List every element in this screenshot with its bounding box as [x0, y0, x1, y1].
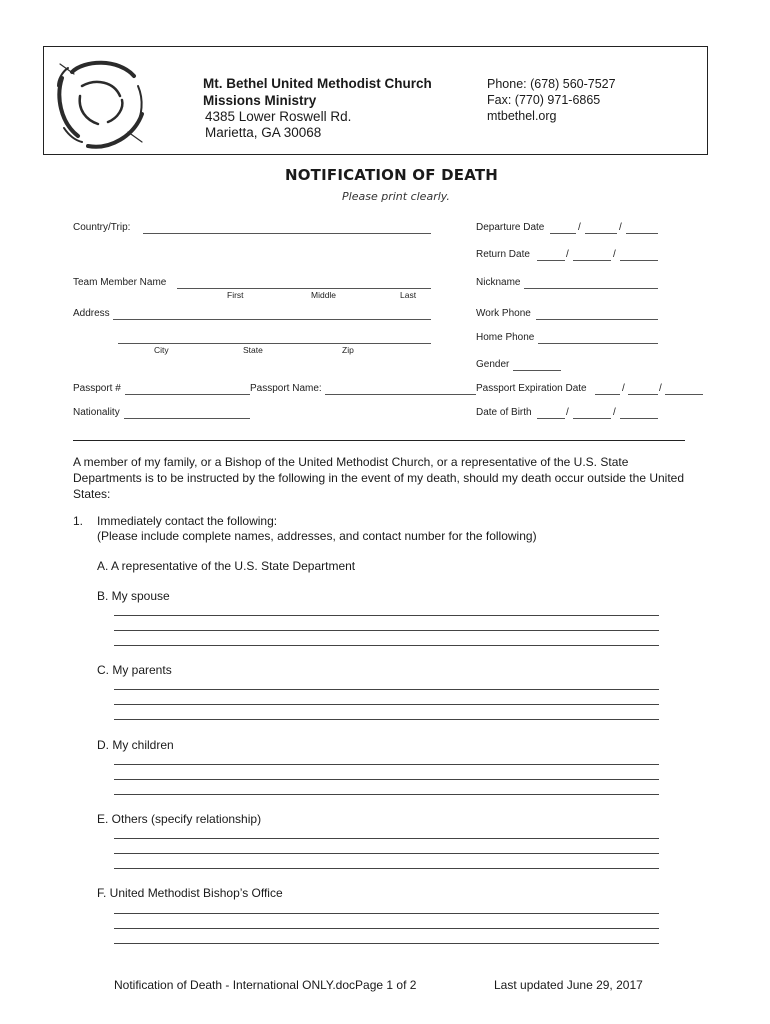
children-line-3[interactable] [114, 794, 659, 795]
return-day-field[interactable] [573, 260, 611, 261]
departure-year-field[interactable] [626, 233, 658, 234]
nickname-label: Nickname [476, 277, 521, 288]
nickname-field[interactable] [524, 288, 658, 289]
city-address: Marietta, GA 30068 [205, 125, 322, 140]
item-1-number: 1. [73, 514, 84, 528]
dob-day-field[interactable] [573, 418, 611, 419]
dob-month-field[interactable] [537, 418, 565, 419]
section-divider [73, 440, 685, 441]
others-line-3[interactable] [114, 868, 659, 869]
home-phone-label: Home Phone [476, 332, 535, 343]
footer-last-updated: Last updated June 29, 2017 [494, 978, 643, 992]
passport-number-label: Passport # [73, 383, 121, 394]
gender-field[interactable] [513, 370, 561, 371]
org-name: Mt. Bethel United Methodist Church [203, 76, 432, 91]
item-1-subtext: (Please include complete names, addresses, and contact number for the following) [97, 529, 537, 543]
work-phone-label: Work Phone [476, 308, 531, 319]
date-separator: / [566, 249, 569, 260]
address-label: Address [73, 308, 110, 319]
bishop-line-2[interactable] [114, 928, 659, 929]
item-e-others: E. Others (specify relationship) [97, 812, 262, 826]
spouse-line-1[interactable] [114, 615, 659, 616]
country-trip-field[interactable] [143, 233, 431, 234]
others-line-2[interactable] [114, 853, 659, 854]
departure-month-field[interactable] [550, 233, 576, 234]
bishop-line-1[interactable] [114, 913, 659, 914]
church-logo-icon [52, 56, 150, 152]
date-separator: / [613, 407, 616, 418]
street-address: 4385 Lower Roswell Rd. [205, 109, 352, 124]
item-a-state-dept: A. A representative of the U.S. State Department [97, 559, 356, 573]
item-f-bishop-office: F. United Methodist Bishop’s Office [97, 886, 283, 900]
middle-name-caption: Middle [311, 290, 337, 300]
passport-exp-year-field[interactable] [665, 394, 703, 395]
department-name: Missions Ministry [203, 93, 317, 108]
item-1-text: Immediately contact the following: [97, 514, 278, 528]
form-title: NOTIFICATION OF DEATH [284, 166, 499, 184]
children-line-2[interactable] [114, 779, 659, 780]
passport-expiration-label: Passport Expiration Date [476, 383, 587, 394]
date-separator: / [566, 407, 569, 418]
nationality-label: Nationality [73, 407, 120, 418]
form-subtitle: Please print clearly. [342, 190, 450, 203]
date-separator: / [619, 222, 622, 233]
city-state-zip-field[interactable] [118, 343, 431, 344]
passport-name-label: Passport Name: [250, 383, 322, 394]
bishop-line-3[interactable] [114, 943, 659, 944]
nationality-field[interactable] [124, 418, 250, 419]
zip-caption: Zip [342, 345, 354, 355]
parents-line-2[interactable] [114, 704, 659, 705]
parents-line-3[interactable] [114, 719, 659, 720]
parents-line-1[interactable] [114, 689, 659, 690]
spouse-line-2[interactable] [114, 630, 659, 631]
passport-number-field[interactable] [125, 394, 250, 395]
item-c-parents: C. My parents [97, 663, 172, 677]
city-caption: City [154, 345, 169, 355]
phone-number: Phone: (678) 560-7527 [487, 77, 616, 91]
passport-exp-day-field[interactable] [628, 394, 658, 395]
item-b-spouse: B. My spouse [97, 589, 170, 603]
intro-paragraph: A member of my family, or a Bishop of the United Methodist Church, or a representative of the U.S. State Departments is to be instructed by the following in the event of my death, should my death occur outside the United States: [73, 455, 685, 501]
address-field[interactable] [113, 319, 431, 320]
return-year-field[interactable] [620, 260, 658, 261]
date-of-birth-label: Date of Birth [476, 407, 532, 418]
fax-number: Fax: (770) 971-6865 [487, 93, 601, 107]
team-member-name-label: Team Member Name [73, 277, 167, 288]
website[interactable]: mtbethel.org [487, 109, 557, 123]
date-separator: / [578, 222, 581, 233]
departure-day-field[interactable] [585, 233, 617, 234]
others-line-1[interactable] [114, 838, 659, 839]
children-line-1[interactable] [114, 764, 659, 765]
date-separator: / [622, 383, 625, 394]
team-member-name-field[interactable] [177, 288, 431, 289]
spouse-line-3[interactable] [114, 645, 659, 646]
date-separator: / [659, 383, 662, 394]
last-name-caption: Last [400, 290, 417, 300]
departure-date-label: Departure Date [476, 222, 545, 233]
date-separator: / [613, 249, 616, 260]
country-trip-label: Country/Trip: [73, 222, 131, 233]
state-caption: State [243, 345, 263, 355]
dob-year-field[interactable] [620, 418, 658, 419]
work-phone-field[interactable] [536, 319, 658, 320]
passport-exp-month-field[interactable] [595, 394, 620, 395]
return-date-label: Return Date [476, 249, 530, 260]
gender-label: Gender [476, 359, 510, 370]
passport-name-field[interactable] [325, 394, 476, 395]
item-d-children: D. My children [97, 738, 174, 752]
return-month-field[interactable] [537, 260, 565, 261]
home-phone-field[interactable] [538, 343, 658, 344]
footer-document-name: Notification of Death - International ONLY.docPage 1 of 2 [114, 978, 417, 992]
first-name-caption: First [227, 290, 244, 300]
